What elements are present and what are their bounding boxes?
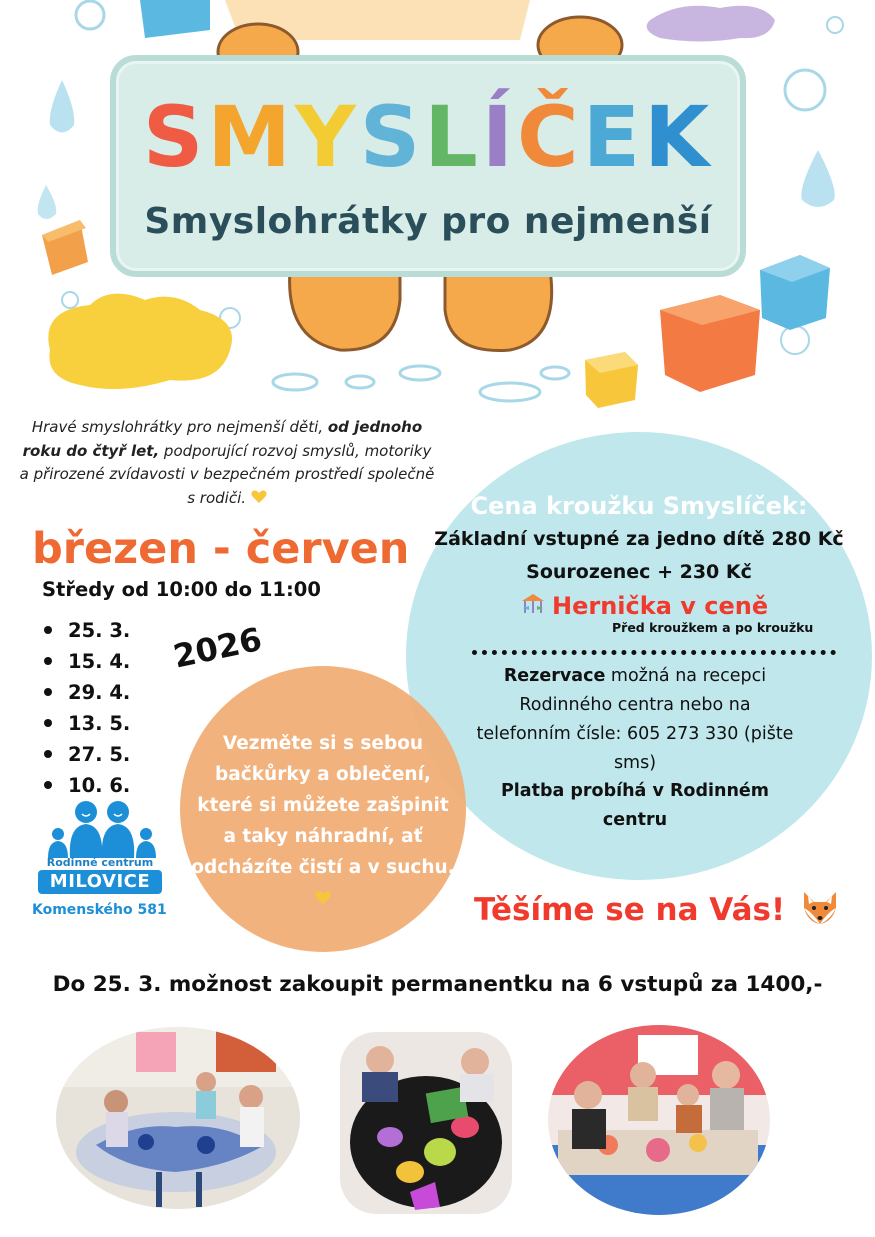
bring-note-text: Vezměte si s sebou bačkůrky a oblečení, které si můžete zašpinit a taky náhradní, ať odcházíte čistí a v suchu. bbox=[191, 733, 455, 878]
address: Komenského 581 bbox=[32, 902, 167, 918]
bullet-icon bbox=[44, 626, 52, 634]
playroom-included bbox=[520, 592, 768, 620]
price-basic: Základní vstupné za jedno dítě 280 Kč bbox=[434, 528, 844, 550]
subtitle: Smyslohrátky pro nejmenší bbox=[144, 201, 712, 242]
photo-sensory-tray bbox=[340, 1032, 512, 1214]
photo-children-painting-image bbox=[56, 1027, 300, 1209]
title-letter: Y bbox=[294, 88, 360, 186]
date-item bbox=[44, 739, 130, 770]
center-logo bbox=[38, 800, 162, 896]
reservation-label: Rezervace bbox=[503, 666, 606, 686]
price-sibling: Sourozenec + 230 Kč bbox=[526, 561, 752, 583]
date-text: 27. 5. bbox=[68, 743, 131, 766]
date-text: 15. 4. bbox=[68, 650, 131, 673]
logo-line1: Rodinné centrum bbox=[46, 856, 154, 869]
season-heading: březen - červen bbox=[32, 524, 410, 574]
date-text: 13. 5. bbox=[68, 712, 131, 735]
title-letter: Č bbox=[517, 88, 583, 186]
date-list bbox=[44, 615, 130, 801]
date-item bbox=[44, 708, 130, 739]
title-letter: L bbox=[424, 88, 482, 186]
date-text: 10. 6. bbox=[68, 774, 131, 797]
photo-sensory-tray-image bbox=[340, 1032, 512, 1214]
logo-line2: MILOVICE bbox=[38, 870, 162, 894]
bring-note bbox=[190, 728, 456, 914]
date-item bbox=[44, 646, 130, 677]
bullet-icon bbox=[44, 781, 52, 789]
welcome-message bbox=[474, 890, 840, 928]
bullet-icon bbox=[44, 688, 52, 696]
date-text: 29. 4. bbox=[68, 681, 131, 704]
title-letter: Í bbox=[481, 88, 518, 186]
date-item bbox=[44, 770, 130, 801]
intro-part2: podporující rozvoj smyslů, motoriky a přirozené zvídavosti v bezpečném prostředí společně s rodiči. bbox=[19, 441, 435, 507]
playroom-text: Hernička v ceně bbox=[552, 592, 769, 620]
carousel-icon bbox=[520, 592, 546, 616]
dotted-divider bbox=[472, 650, 836, 656]
header-illustration bbox=[0, 0, 875, 412]
photo-children-playing bbox=[548, 1025, 770, 1215]
reservation-info bbox=[470, 662, 800, 778]
weekday-time: Středy od 10:00 do 11:00 bbox=[42, 578, 321, 601]
reservation-text: možná na recepci Rodinného centra nebo na telefonním čísle: 605 273 330 (pište sms) bbox=[476, 666, 794, 773]
title-letter: E bbox=[582, 88, 645, 186]
family-figures-icon bbox=[38, 800, 162, 858]
title-letter: S bbox=[359, 88, 425, 186]
photo-children-playing-image bbox=[548, 1025, 770, 1215]
fox-face-icon bbox=[800, 890, 840, 926]
playroom-note: Před kroužkem a po kroužku bbox=[612, 620, 814, 635]
title-letter: M bbox=[207, 88, 295, 186]
intro-part1: Hravé smyslohrátky pro nejmenší děti, bbox=[31, 418, 328, 436]
title-smyslicek bbox=[116, 88, 740, 186]
title-sign bbox=[110, 55, 746, 277]
title-letter: K bbox=[644, 88, 714, 186]
bullet-icon bbox=[44, 750, 52, 758]
payment-info: Platba probíhá v Rodinném centru bbox=[500, 781, 770, 830]
pricing-title: Cena kroužku Smyslíček: bbox=[470, 492, 808, 520]
date-item bbox=[44, 677, 130, 708]
year-label: 2026 bbox=[170, 619, 266, 676]
date-text: 25. 3. bbox=[68, 619, 131, 642]
photo-children-painting bbox=[56, 1027, 300, 1209]
bullet-icon bbox=[44, 719, 52, 727]
yellow-heart-icon bbox=[251, 490, 267, 504]
title-letter: S bbox=[142, 88, 208, 186]
intro-age-range: od jednoho roku do čtyř let, bbox=[22, 418, 423, 460]
bullet-icon bbox=[44, 657, 52, 665]
intro-paragraph bbox=[18, 416, 436, 510]
season-pass-offer: Do 25. 3. možnost zakoupit permanentku na 6 vstupů za 1400,- bbox=[52, 972, 823, 997]
date-item bbox=[44, 615, 130, 646]
welcome-text: Těšíme se na Vás! bbox=[474, 892, 786, 928]
yellow-heart-icon bbox=[315, 891, 331, 905]
